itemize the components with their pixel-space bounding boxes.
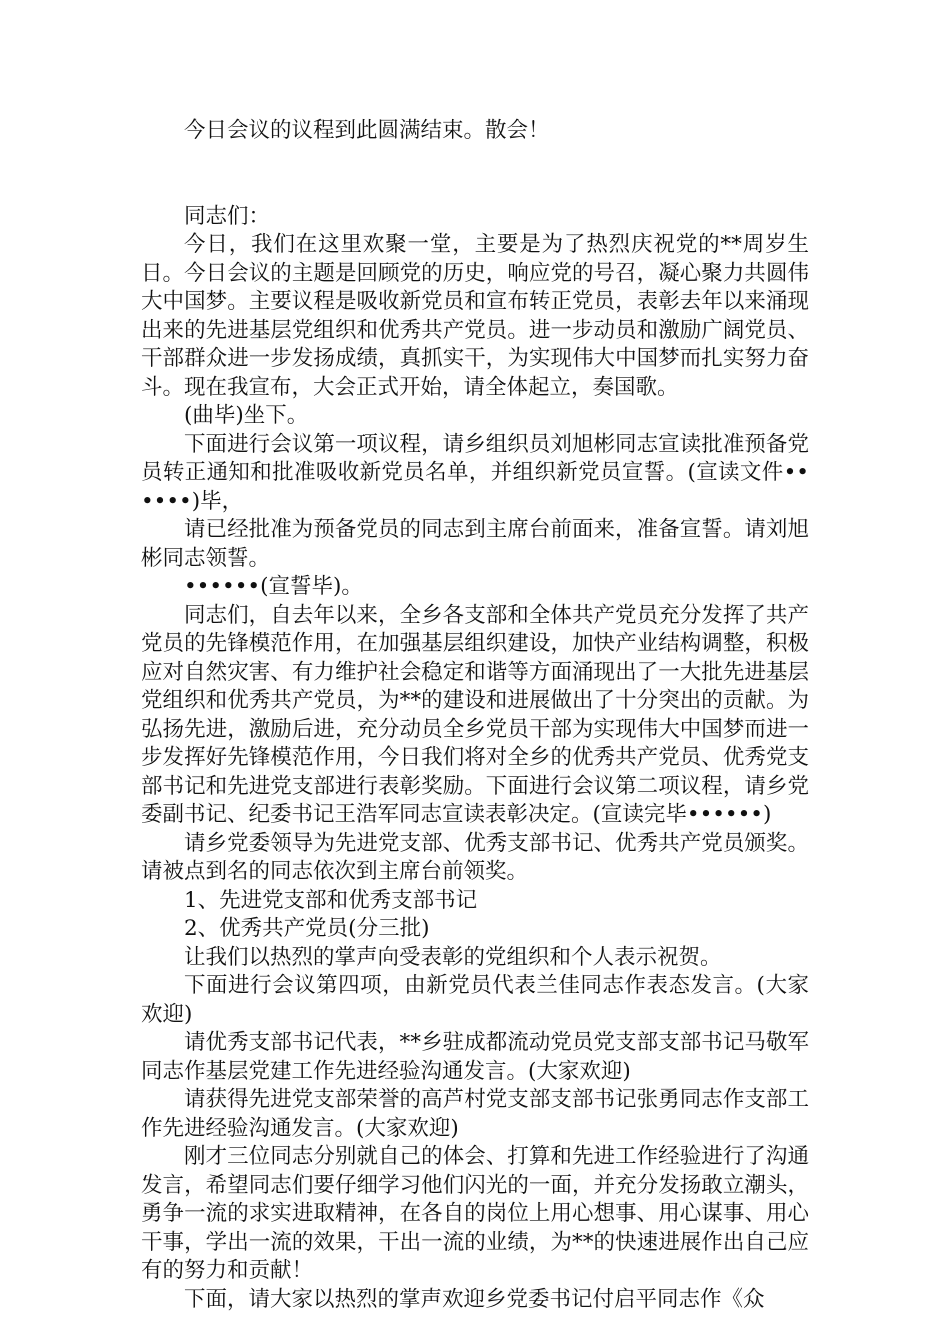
paragraph-secretary-speech: 请优秀支部书记代表，**乡驻成都流动党员党支部支部书记马敬军同志作基层党建工作先进经验沟通发言。(大家欢迎) [141,1030,809,1084]
paragraph-summary: 刚才三位同志分别就自己的体会、打算和先进工作经验进行了沟通发言，希望同志们要仔细学习他们闪光的一面，并充分发扬敢立潮头，勇争一流的求实进取精神，在各自的岗位上用心想事、用心谋事、用心干事，学出一流的效果，干出一流的业绩，为**的快速进展作出自己应有的努力和贡献！ [141,1144,809,1283]
paragraph-sit-down: (曲毕)坐下。 [184,403,309,428]
document-body [141,117,809,1314]
list-item-members: 2、优秀共产党员(分三批) [184,916,430,941]
list-item-branches: 1、先进党支部和优秀支部书记 [184,887,478,913]
salutation: 同志们： [184,203,271,229]
paragraph-opening: 今日，我们在这里欢聚一堂，主要是为了热烈庆祝党的**周岁生日。今日会议的主题是回顾党的历史，响应党的号召，凝心聚力共圆伟大中国梦。主要议程是吸收新党员和宣布转正党员，表彰去年以来涌现出来的先进基层党组织和优秀共产党员。进一步动员和激励广阔党员、干部群众进一步发扬成绩，真抓实干，为实现伟大中国梦而扎实努力奋斗。现在我宣布，大会正式开始，请全体起立，奏国歌。 [141,232,809,400]
paragraph-applause: 让我们以热烈的掌声向受表彰的党组织和个人表示祝贺。 [184,944,722,970]
paragraph-final: 下面，请大家以热烈的掌声欢迎乡党委书记付启平同志作《众 [184,1286,765,1312]
paragraph-awards: 请乡党委领导为先进党支部、优秀支部书记、优秀共产党员颁奖。请被点到名的同志依次到主席台前领奖。 [141,830,809,884]
paragraph-agenda-one: 下面进行会议第一项议程，请乡组织员刘旭彬同志宣读批准预备党员转正通知和批准吸收新党员名单，并组织新党员宣誓。(宣读文件••••••)毕， [141,431,809,514]
paragraph-agenda-four: 下面进行会议第四项，由新党员代表兰佳同志作表态发言。(大家欢迎) [141,973,809,1027]
paragraph-commendation: 同志们，自去年以来，全乡各支部和全体共产党员充分发挥了共产党员的先锋模范作用，在加强基层组织建设，加快产业结构调整，积极应对自然灾害、有力维护社会稳定和谐等方面涌现出了一大批先进基层党组织和优秀共产党员，为**的建设和进展做出了十分突出的贡献。为弘扬先进，激励后进，充分动员全乡党员干部为实现伟大中国梦而进一步发挥好先锋模范作用，今日我们将对全乡的优秀共产党员、优秀党支部书记和先进党支部进行表彰奖励。下面进行会议第二项议程，请乡党委副书记、纪委书记王浩军同志宣读表彰决定。(宣读完毕••••••) [141,602,809,827]
paragraph-oath-done: ••••••(宣誓毕)。 [184,574,363,599]
paragraph-branch-speech: 请获得先进党支部荣誉的高芦村党支部支部书记张勇同志作支部工作先进经验沟通发言。(大家欢迎) [141,1087,809,1141]
closing-line: 今日会议的议程到此圆满结束。散会！ [184,118,550,143]
paragraph-oath-call: 请已经批准为预备党员的同志到主席台前面来，准备宣誓。请刘旭彬同志领誓。 [141,517,809,571]
